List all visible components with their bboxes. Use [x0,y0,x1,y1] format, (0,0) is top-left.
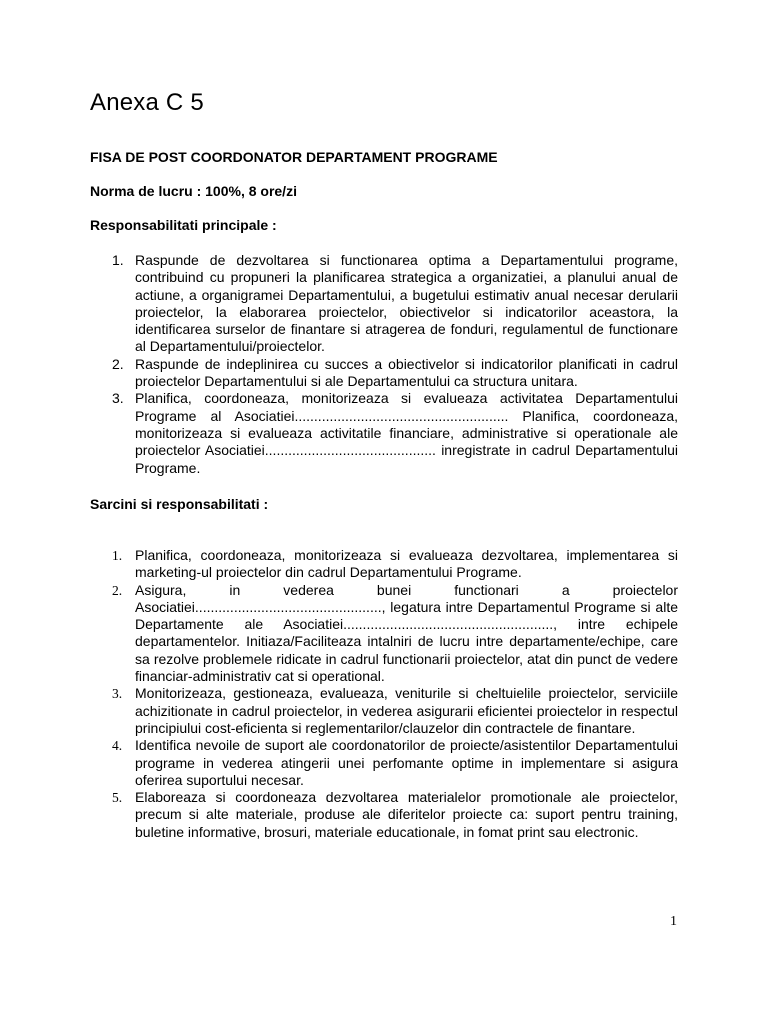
list-item-text: Identifica nevoile de suport ale coordonatorilor de proiecte/asistentilor Departamentului programe in vederea atingerii unei perfomante optime in implementare si asigura oferirea suportului necesar. [135,737,678,788]
responsibilities-heading: Responsabilitati principale : [90,217,277,233]
list-item-text: Monitorizeaza, gestioneaza, evalueaza, veniturile si cheltuielile proiectelor, serviciile achizitionate in cadrul proiectelor, in vederea asigurarii eficientei proiectelor in respectul principiului cost-eficienta si reglementarilor/clauzelor din contractele de finantare. [135,685,678,736]
page-title: Anexa C 5 [90,89,204,116]
list-item-number: 3. [112,390,124,407]
list-item-number: 1. [112,548,123,563]
work-norm-line: Norma de lucru : 100%, 8 ore/zi [90,183,297,199]
list-item-number: 4. [112,738,123,754]
document-subtitle: FISA DE POST COORDONATOR DEPARTAMENT PROGRAME [90,149,498,165]
list-item-number: 5. [112,790,123,806]
tasks-heading: Sarcini si responsabilitati : [90,496,269,512]
list-item-number: 2. [112,355,124,372]
list-item-text: Planifica, coordoneaza, monitorizeaza si evalueaza activitatea Departamentului Programe al Asociatiei....................................................... Planifica, coordoneaza, monitorizeaza si evalueaza activitatile financiare, administrative si operationale ale proiectelor Asociatiei............................................ inregistrate in cadrul Departamentului Programe. [135,390,678,476]
list-item-number: 2. [112,582,123,598]
list-item [90,356,678,391]
list-item [90,685,678,737]
list-item-text: Raspunde de indeplinirea cu succes a obiectivelor si indicatorilor planificati in cadrul proiectelor Departamentului si ale Departamentului ca structura unitara. [135,355,678,390]
responsibilities-list [90,252,678,477]
list-item [90,737,678,789]
list-item [90,789,678,841]
tasks-list [90,547,678,841]
list-item-text: Planifica, coordoneaza, monitorizeaza si evalueaza dezvoltarea, implementarea si marketing-ul proiectelor din cadrul Departamentului Programe. [135,547,678,581]
list-item [90,547,678,582]
list-item [90,582,678,686]
list-item-text: Asigura, in vederea bunei functionari a proiectelor Asociatiei................................................, legatura intre Departamentul Programe si alte Departamente ale Asociatiei......................................................, intre echipele departamentelor. Initiaza/Faciliteaza intalniri de lucru intre departamente/echipe, care sa rezolve problemele ridicate in cadrul functionarii proiectelor, atat din punct de vedere financiar-administrativ cat si operational. [135,581,678,685]
list-item-text: Elaboreaza si coordoneaza dezvoltarea materialelor promotionale ale proiectelor, precum si alte materiale, produse ale diferitelor proiecte ca: suport pentru training, buletine informative, brosuri, materiale educationale, in fomat print sau electronic. [135,789,678,840]
list-item [90,252,678,356]
list-item-number: 1. [112,252,124,268]
list-item-number: 3. [112,686,123,702]
list-item [90,390,678,476]
list-item-text: Raspunde de dezvoltarea si functionarea optima a Departamentului programe, contribuind cu propuneri la planificarea strategica a organizatiei, a planului anual de actiune, a organigramei Departamentului, a bugetului estimativ anual necesar derularii proiectelor, la elaborarea proiectelor, obiectivelor si indicatorilor aceastora, la identificarea surselor de finantare si atragerea de fonduri, regulamentul de functionare al Departamentului/proiectelor. [135,252,678,355]
page-number: 1 [670,914,677,929]
